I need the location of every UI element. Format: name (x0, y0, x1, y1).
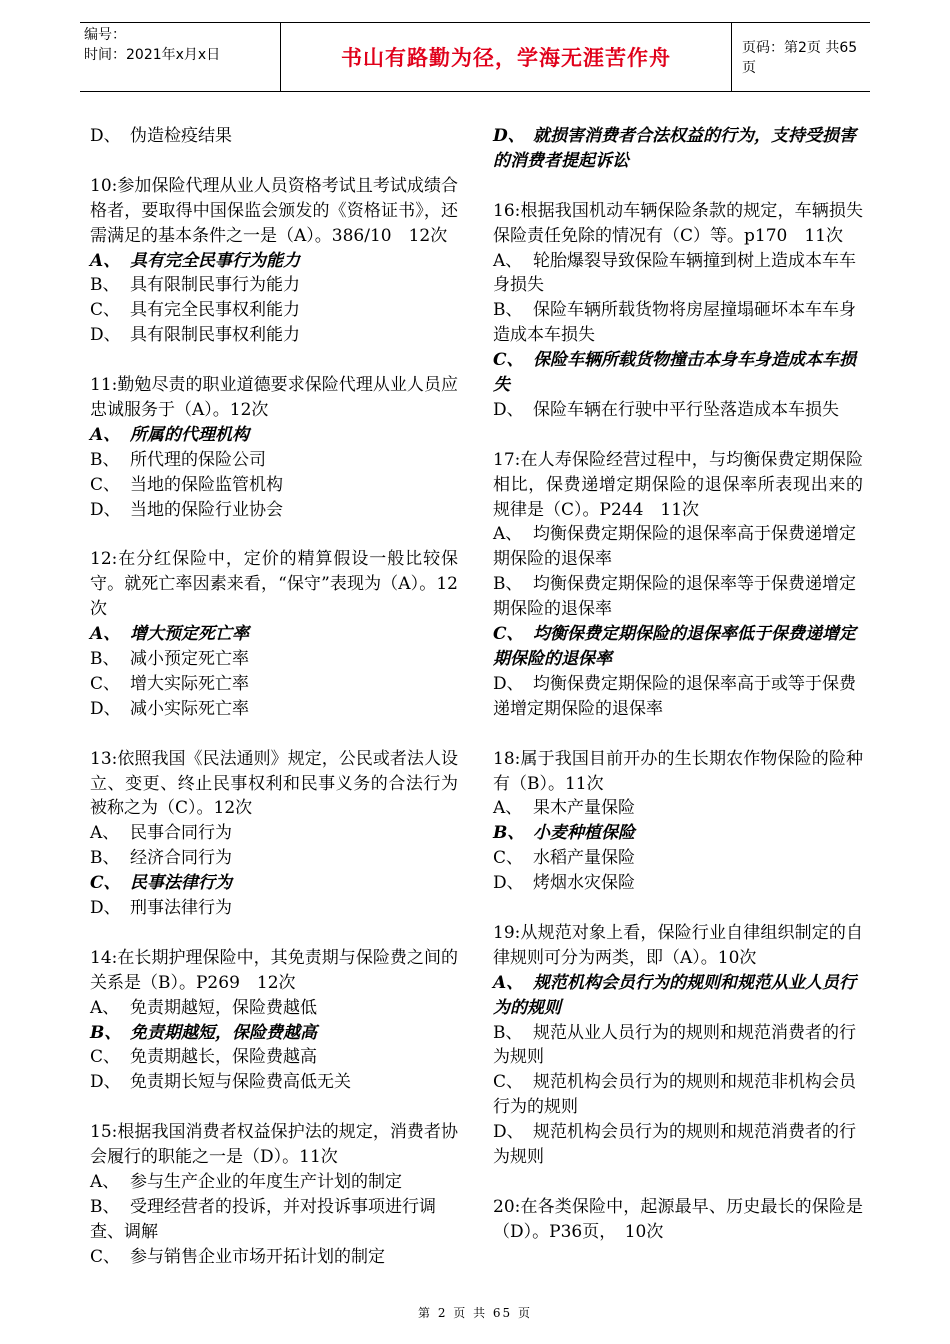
page-footer: 第 2 页 共 65 页 (418, 1306, 532, 1320)
option-a: A、 民事合同行为 (90, 823, 232, 844)
option-b: B、 均衡保费定期保险的退保率等于保费递增定期保险的退保率 (493, 574, 856, 620)
option-c: C、 免责期越长，保险费越高 (90, 1047, 317, 1068)
option-a: A、 果木产量保险 (493, 798, 635, 819)
question-text: 19:从规范对象上看，保险行业自律组织制定的自律规则可分为两类，即（A）。10次 (493, 922, 863, 968)
question-12 (90, 547, 458, 721)
option-b-answer: B、 小麦种植保险 (493, 823, 635, 844)
question-15 (90, 1120, 458, 1269)
option-a: A、 免责期越短，保险费越低 (90, 997, 317, 1018)
question-14 (90, 946, 458, 1095)
option-d: D、 当地的保险行业协会 (90, 499, 283, 520)
option-a-answer: A、 增大预定死亡率 (90, 624, 249, 645)
header-motto-cell (280, 23, 732, 91)
option-d: D、 减小实际死亡率 (90, 698, 249, 719)
option-c: C、 参与销售企业市场开拓计划的制定 (90, 1246, 385, 1267)
option-c-answer: C、 保险车辆所载货物撞击本身车身造成本车损失 (493, 350, 856, 396)
serial-label: 编号： (84, 27, 126, 43)
option-c: C、 具有完全民事权利能力 (90, 300, 300, 321)
option-a-answer: A、 所属的代理机构 (90, 424, 249, 445)
question-text: 15:根据我国消费者权益保护法的规定，消费者协会履行的职能之一是（D）。11次 (90, 1122, 458, 1168)
question-text: 14:在长期护理保险中，其免责期与保险费之间的关系是（B）。P269 12次 (90, 947, 458, 993)
option-c-answer: C、 民事法律行为 (90, 873, 232, 894)
option-a-answer: A、 具有完全民事行为能力 (90, 250, 300, 271)
option-c: C、 增大实际死亡率 (90, 673, 249, 694)
option-b-answer: B、 免责期越短，保险费越高 (90, 1022, 317, 1043)
question-13 (90, 747, 458, 921)
option-b: B、 减小预定死亡率 (90, 648, 249, 669)
header-meta (84, 25, 220, 65)
option-a: A、 参与生产企业的年度生产计划的制定 (90, 1171, 402, 1192)
time-label: 时间：2021年x月x日 (84, 47, 221, 63)
motto: 书山有路勤为径，学海无涯苦作舟 (341, 46, 671, 70)
question-11 (90, 373, 458, 522)
option-b: B、 受理经营者的投诉，并对投诉事项进行调查、调解 (90, 1196, 436, 1242)
question-10 (90, 174, 458, 348)
option-c: C、 水稻产量保险 (493, 848, 635, 869)
option-a: A、 轮胎爆裂导致保险车辆撞到树上造成本车车身损失 (493, 250, 856, 296)
question-text: 20:在各类保险中，起源最早、历史最长的保险是（D）。P36页， 10次 (493, 1196, 863, 1242)
option-d: D、 烤烟水灾保险 (493, 873, 635, 894)
header-page-code-cell (732, 23, 870, 91)
page-code: 页码：第2页 共65页 (742, 40, 858, 76)
question-text: 16:根据我国机动车辆保险条款的规定，车辆损失保险责任免除的情况有（C）等。p170 11次 (493, 200, 863, 246)
option-d-answer: D、 就损害消费者合法权益的行为，支持受损害的消费者提起诉讼 (493, 126, 856, 171)
option-c: C、 规范机构会员行为的规则和规范非机构会员行为的规则 (493, 1072, 856, 1118)
option-d: D、 规范机构会员行为的规则和规范消费者的行为规则 (493, 1122, 856, 1168)
option-a: A、 均衡保费定期保险的退保率高于保费递增定期保险的退保率 (493, 524, 856, 570)
question-text: 13:依照我国《民法通则》规定，公民或者法人设立、变更、终止民事权利和民事义务的合法行为被称之为（C）。12次 (90, 748, 458, 819)
question-16 (493, 199, 863, 423)
question-19 (493, 921, 863, 1170)
right-column (493, 124, 863, 1270)
option-c: C、 当地的保险监管机构 (90, 474, 283, 495)
option-b: B、 规范从业人员行为的规则和规范消费者的行为规则 (493, 1022, 856, 1068)
option-d: D、 保险车辆在行驶中平行坠落造成本车损失 (493, 399, 839, 420)
left-column (90, 124, 458, 1294)
question-20 (493, 1195, 863, 1245)
option-d: D、 免责期长短与保险费高低无关 (90, 1072, 351, 1093)
question-text: 17:在人寿保险经营过程中，与均衡保费定期保险相比，保费递增定期保险的退保率所表现出来的规律是（C）。P244 11次 (493, 449, 863, 520)
question-text: 11:勤勉尽责的职业道德要求保险代理从业人员应忠诚服务于（A）。12次 (90, 375, 458, 420)
question-18 (493, 747, 863, 896)
option-d: D、 具有限制民事权利能力 (90, 325, 300, 346)
option-a-answer: A、 规范机构会员行为的规则和规范从业人员行为的规则 (493, 972, 856, 1018)
option-b: B、 经济合同行为 (90, 848, 232, 869)
option-d: D、 伪造检疫结果 (90, 126, 232, 146)
option-b: B、 保险车辆所载货物将房屋撞塌砸坏本车车身造成本车损失 (493, 300, 856, 346)
question-text: 10:参加保险代理从业人员资格考试且考试成绩合格者，要取得中国保监会颁发的《资格证书》，还需满足的基本条件之一是（A）。386/10 12次 (90, 175, 458, 246)
option-d: D、 刑事法律行为 (90, 898, 232, 919)
option-b: B、 所代理的保险公司 (90, 449, 266, 470)
page-header (80, 22, 870, 92)
question-9-tail (90, 124, 458, 149)
question-text: 18:属于我国目前开办的生长期农作物保险的险种有（B）。11次 (493, 748, 863, 794)
option-d: D、 均衡保费定期保险的退保率高于或等于保费递增定期保险的退保率 (493, 673, 856, 719)
question-17 (493, 448, 863, 722)
option-b: B、 具有限制民事行为能力 (90, 275, 300, 296)
option-c-answer: C、 均衡保费定期保险的退保率低于保费递增定期保险的退保率 (493, 624, 856, 669)
question-15-tail (493, 124, 863, 174)
question-text: 12:在分红保险中，定价的精算假设一般比较保守。就死亡率因素来看，“保守”表现为（A）。12次 (90, 549, 458, 620)
